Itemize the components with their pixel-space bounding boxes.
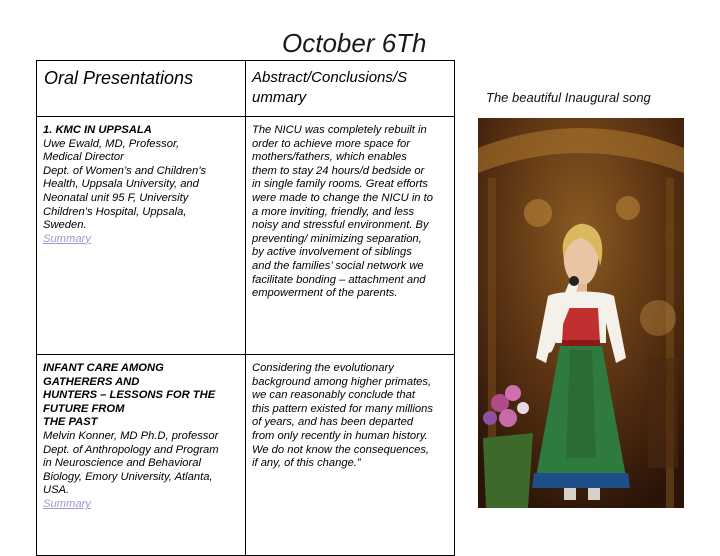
presentation-title: INFANT CARE AMONG: [43, 362, 164, 374]
abstract-line: facilitate bonding – attachment and: [252, 273, 426, 286]
abstract-line: noisy and stressful environment. By: [252, 219, 429, 232]
abstract-line: mothers/fathers, which enables: [252, 151, 407, 164]
singer-photo-illustration: [478, 118, 684, 508]
abstract-line: we can reasonably conclude that: [252, 389, 415, 402]
table-header-row: [37, 61, 455, 117]
summary-link[interactable]: Summary: [43, 497, 91, 510]
abstract-line: a more inviting, friendly, and less: [252, 205, 415, 218]
abstract-line: from only recently in human history.: [252, 429, 428, 442]
header-oral-presentations: Oral Presentations: [37, 61, 246, 117]
summary-link[interactable]: Summary: [43, 232, 91, 245]
abstract-line: We do not know the consequences,: [252, 443, 430, 456]
presentation-title: FUTURE FROM: [43, 402, 125, 415]
abstract-line: order to achieve more space for: [252, 137, 410, 150]
presenter-line: Neonatal unit 95 F, University: [43, 191, 189, 204]
abstract-line: were made to change the NICU in to: [252, 191, 433, 204]
abstract-line: The NICU was completely rebuilt in: [252, 124, 427, 136]
presenter-line: Dept. of Women’s and Children’s: [43, 164, 207, 177]
abstract-line: them to stay 24 hours/d bedside or: [252, 164, 425, 177]
abstract-cell: [246, 117, 455, 355]
presentation-cell: [37, 117, 246, 355]
abstract-line: and the families’ social network we: [252, 259, 424, 272]
photo-caption: The beautiful Inaugural song: [486, 90, 651, 105]
presenter-line: USA.: [43, 484, 70, 497]
presentations-table: [36, 60, 455, 556]
presentation-title: HUNTERS – LESSONS FOR THE: [43, 389, 216, 402]
abstract-line: if any, of this change.”: [252, 457, 361, 470]
presentation-title: 1. KMC IN UPPSALA: [43, 124, 152, 136]
presentation-title: GATHERERS AND: [43, 375, 140, 388]
presenter-line: Uwe Ewald, MD, Professor,: [43, 137, 180, 150]
presentation-cell: [37, 355, 246, 556]
presenter-line: Biology, Emory University, Atlanta,: [43, 470, 213, 483]
abstract-line: by active involvement of siblings: [252, 246, 412, 259]
abstract-line: this pattern existed for many millions: [252, 402, 433, 415]
abstract-line: preventing/ minimizing separation,: [252, 232, 422, 245]
presenter-line: in Neuroscience and Behavioral: [43, 457, 201, 470]
abstract-cell: [246, 355, 455, 556]
presentation-title: THE PAST: [43, 416, 98, 429]
table-row: [37, 117, 455, 355]
table-row: [37, 355, 455, 556]
abstract-line: of years, and has been departed: [252, 416, 414, 429]
header-abstract: Abstract/Conclusions/S ummary: [246, 61, 455, 117]
abstract-line: background among higher primates,: [252, 375, 432, 388]
abstract-line: Considering the evolutionary: [252, 362, 394, 374]
presenter-line: Sweden.: [43, 219, 87, 232]
singer-photo: [478, 118, 684, 508]
presenter-line: Medical Director: [43, 151, 124, 164]
presenter-line: Dept. of Anthropology and Program: [43, 443, 219, 456]
abstract-line: in single family rooms. Great efforts: [252, 178, 428, 191]
presenter-line: Children’s Hospital, Uppsala,: [43, 205, 187, 218]
presenter-line: Melvin Konner, MD Ph.D, professor: [43, 429, 219, 442]
abstract-line: empowerment of the parents.: [252, 287, 398, 300]
slide-title: October 6Th: [282, 28, 427, 58]
presenter-line: Health, Uppsala University, and: [43, 178, 199, 191]
